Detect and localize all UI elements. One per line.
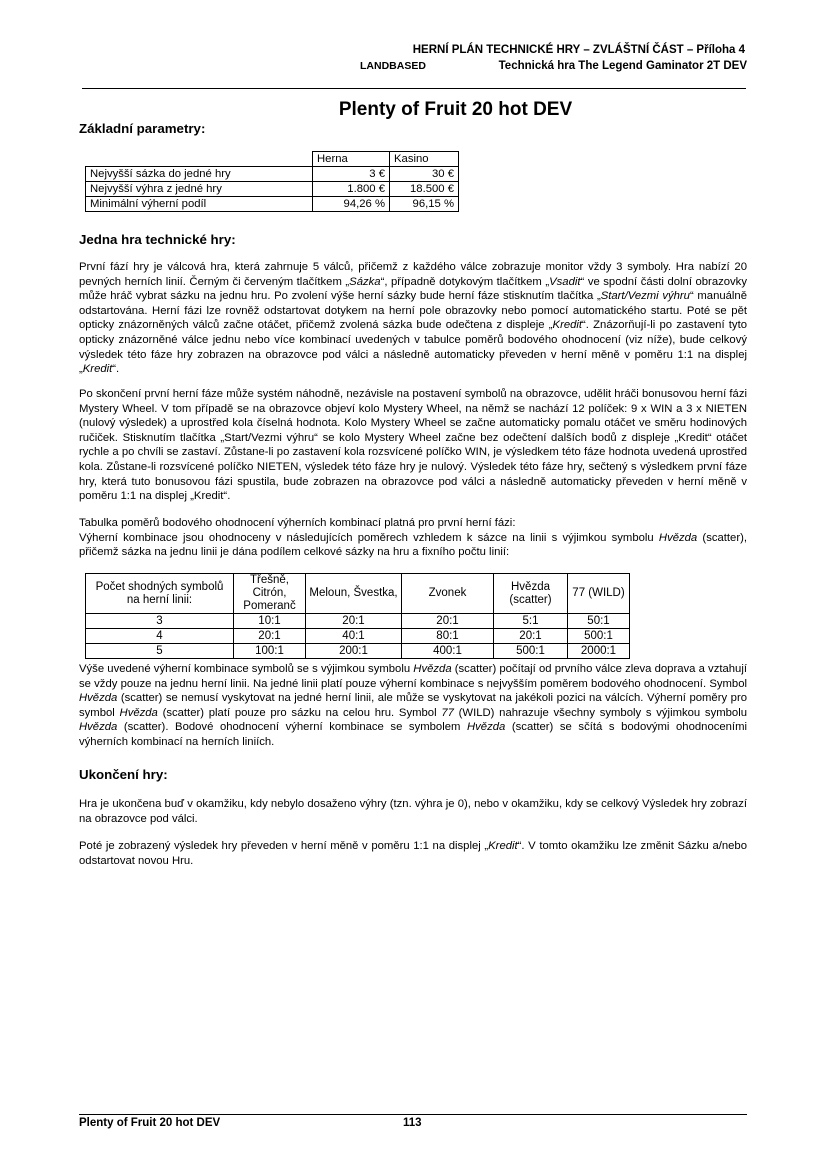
paragraph-mystery-wheel: Po skončení první herní fáze může systém náhodně, nezávisle na postavení symbolů na obrazovce, udělit hráči bonusovou herní fázi Mystery Wheel. V tom případě se na obrazovce objeví kolo Mystery Wheel, na němž se nachází 12 políček: 9 x WIN a 3 x NIETEN (nulový výsledek) a uprostřed kola číselná hodnota. Kolo Mystery Wheel se začne automaticky pomalu otáčet ve směru hodinových ručiček. Stisknutím tlačítka „Start/Vezmi výhru“ se kolo Mystery Wheel začne bez odečtení dalších bodů z displeje „Kredit“ otáčet rychle a po chvíli se zastaví. Zůstane-li po zastavení kola rozsvícené políčko WIN, je výsledkem této fáze hodnota uvedená uprostřed kola. Zůstane-li rozsvícené políčko NIETEN, výsledek této fáze hry je nulový. Výsledek této fáze hry, sečtený s výsledkem první fáze hry, která tuto bonusovou fázi spustila, bude zobrazen na obrazovce pod válci a následně automaticky převeden v herní měně v poměru 1:1 na displej „Kredit“. <box>79 388 747 503</box>
header-game-name: Technická hra The Legend Gaminator 2T DEV <box>498 60 747 72</box>
basic-params-heading: Základní parametry: <box>79 121 206 136</box>
paragraph-paytable-intro: Tabulka poměrů bodového ohodnocení výherních kombinací platná pro první herní fázi: Výherní kombinace jsou ohodnoceny v následujících poměrech vzhledem k sázce na linii s výjimkou symbolu Hvězda (scatter), přičemž sázka na jednu linii je dána podílem celkové sázky na hru a fixního počtu linií: <box>79 517 747 559</box>
paragraph-first-phase: První fází hry je válcová hra, která zahrnuje 5 válců, přičemž z každého válce zobrazuje monitor vždy 3 symboly. Hra nabízí 20 pevných herních linií. Černým či červeným tlačítkem „Sázka“, případně dotykovým tlačítkem „Vsadit“ ve spodní části dolní obrazovky může hráč vybrat sázku na jednu hru. Po zvolení výše herní sázky bude herní fáze stisknutím tlačítka „Start/Vezmi výhru“ manuálně odstartována. Herní fázi lze rovněž odstartovat dotykem na herní pole obrazovky nebo pomocí automatického startu. Poté se pět opticky znázorněných válců začne otáčet, přičemž zvolená sázka bude odečtena z displeje „Kredit“. Znázorňují-li po zastavení tyto opticky znázorněné válce jednu nebo více kombinací uvedených v tabulce poměrů bodového ohodnocení (viz níže), bude celkový výsledek této fáze hry zobrazen na obrazovce pod válci a následně automaticky převeden v herní měně v poměru 1:1 na displej „Kredit“. <box>79 261 747 376</box>
params-header-row <box>86 152 459 167</box>
paytable <box>85 573 630 659</box>
table-row: 4 20:1 40:1 80:1 20:1 500:1 <box>86 629 630 644</box>
table-row: 5 100:1 200:1 400:1 500:1 2000:1 <box>86 644 630 659</box>
paytable-header-row: Počet shodných symbolů na herní linii: Třešně, Citrón, Pomeranč Meloun, Švestka, Zvonek Hvězda (scatter) 77 (WILD) <box>86 574 630 614</box>
paragraph-credit-transfer: Poté je zobrazený výsledek hry převeden v herní měně v poměru 1:1 na displej „Kredit“. V tomto okamžiku lze změnit Sázku a/nebo odstartovat novou Hru. <box>79 840 748 867</box>
running-header-line1: HERNÍ PLÁN TECHNICKÉ HRY – ZVLÁŠTNÍ ČÁST – Příloha 4 <box>412 44 745 56</box>
basic-params-table <box>85 151 459 212</box>
table-row: Nejvyšší sázka do jedné hry 3 € 30 € <box>86 167 459 182</box>
header-rule <box>82 88 746 89</box>
col-herna: Herna <box>313 152 390 167</box>
paragraph-game-end: Hra je ukončena buď v okamžiku, kdy nebylo dosaženo výhry (tzn. výhra je 0), nebo v okamžiku, kdy se celkový Výsledek hry zobrazí na obrazovce pod válci. <box>79 798 747 825</box>
game-section-heading: Jedna hra technické hry: <box>79 232 236 247</box>
table-row: Minimální výherní podíl 94,26 % 96,15 % <box>86 197 459 212</box>
col-kasino: Kasino <box>390 152 459 167</box>
running-header-line2 <box>360 60 747 72</box>
header-landbased: LANDBASED <box>360 60 426 72</box>
end-section-heading: Ukončení hry: <box>79 767 168 782</box>
page-number: 113 <box>403 1117 422 1129</box>
footer-rule <box>79 1114 747 1115</box>
footer-title: Plenty of Fruit 20 hot DEV <box>79 1117 221 1129</box>
table-row: Nejvyšší výhra z jedné hry 1.800 € 18.500 € <box>86 182 459 197</box>
page-title: Plenty of Fruit 20 hot DEV <box>338 99 573 120</box>
paragraph-paytable-notes: Výše uvedené výherní kombinace symbolů se s výjimkou symbolu Hvězda (scatter) počítají od prvního válce zleva doprava a vztahují se vždy pouze na jednu herní linii. Na jedné linii platí pouze výherní kombinace s nejvyšším poměrem bodového ohodnocení. Symbol Hvězda (scatter) se nemusí vyskytovat na jedné herní linii, ale může se vyskytovat na jakékoli pozici na válcích. Výherní poměry pro symbol Hvězda (scatter) platí pouze pro sázku na celou hru. Symbol 77 (WILD) nahrazuje všechny symboly s výjimkou symbolu Hvězda (scatter). Bodové ohodnocení výherní kombinace se symbolem Hvězda (scatter) se sčítá s bodovými ohodnoceními výherních kombinací na herních liniích. <box>79 663 748 748</box>
table-row: 3 10:1 20:1 20:1 5:1 50:1 <box>86 614 630 629</box>
